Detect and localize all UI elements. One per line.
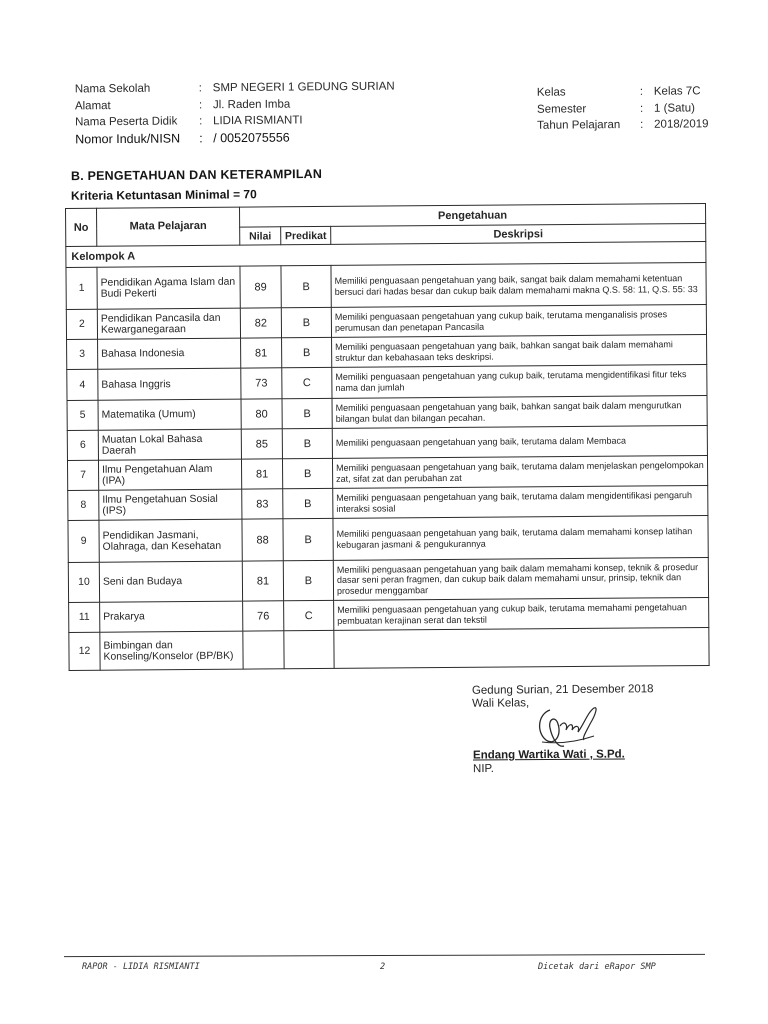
address-label: Alamat — [74, 99, 111, 112]
footer-printed-from: Dicetak dari eRapor SMP — [538, 962, 656, 972]
row-description: Memiliki penguasaan pengetahuan yang baik, bahkan sangat baik dalam mengurutkan bilangan bulat dan bilangan pecahan. — [332, 395, 707, 428]
homeroom-teacher-role: Wali Kelas, — [472, 697, 530, 710]
nisn-row: Nomor Induk/NISN : / 0052075556 — [75, 130, 290, 146]
col-subject-header: Mata Pelajaran — [97, 207, 240, 246]
row-subject: Muatan Lokal Bahasa Daerah — [98, 429, 241, 460]
row-no: 5 — [67, 400, 98, 430]
row-description: Memiliki penguasaan pengetahuan yang cukup baik, terutama mengidentifikasi fitur teks nama dan jumlah — [332, 364, 707, 398]
row-predicate: B — [283, 488, 333, 518]
row-score: 76 — [243, 601, 284, 631]
class-value: Kelas 7C — [653, 85, 701, 98]
semester-label: Semester — [536, 102, 587, 116]
place-date: Gedung Surian, 21 Desember 2018 — [471, 683, 654, 697]
grades-table — [65, 203, 710, 671]
row-no: 4 — [67, 369, 98, 400]
row-subject: Ilmu Pengetahuan Alam (IPA) — [98, 459, 241, 490]
col-score-header: Nilai — [240, 227, 281, 245]
nisn-label: Nomor Induk/NISN — [75, 130, 181, 146]
row-score: 73 — [241, 368, 282, 399]
row-predicate: B — [282, 428, 332, 458]
table-row — [68, 515, 708, 562]
row-predicate: B — [283, 518, 333, 560]
table-row — [69, 627, 709, 670]
row-subject: Matematika (Umum) — [98, 399, 241, 430]
row-subject: Pendidikan Agama Islam dan Budi Pekerti — [97, 266, 240, 309]
row-score: 81 — [242, 561, 283, 601]
table-row — [67, 364, 707, 400]
class-row: Kelas : Kelas 7C — [537, 83, 709, 101]
row-no: 10 — [68, 562, 99, 602]
row-predicate: B — [281, 265, 331, 307]
row-no: 2 — [66, 309, 97, 339]
row-description: Memiliki penguasaan pengetahuan yang baik dalam memahami konsep, teknik & prosedur dasar seni peran fragmen, dan cukup baik dalam memahami unsur, prinsip, teknik dan prosedur menggambar — [333, 557, 708, 600]
row-predicate: B — [281, 307, 331, 337]
row-no: 6 — [67, 430, 98, 460]
row-no: 3 — [67, 339, 98, 369]
col-description-header: Deskripsi — [331, 223, 706, 244]
row-score: 85 — [241, 429, 282, 459]
row-no: 9 — [68, 520, 99, 562]
row-subject: Seni dan Budaya — [99, 561, 242, 602]
row-predicate — [284, 630, 334, 668]
row-subject: Bahasa Indonesia — [98, 338, 241, 369]
row-score: 81 — [241, 459, 282, 489]
row-score: 83 — [242, 489, 283, 519]
address-value: Jl. Raden Imba — [212, 98, 291, 111]
row-no: 7 — [67, 460, 98, 490]
handwritten-signature — [528, 702, 606, 752]
row-description — [334, 627, 709, 668]
row-description: Memiliki penguasaan pengetahuan yang baik, terutama dalam mengidentifikasi pengaruh interaksi sosial — [333, 485, 708, 518]
section-title: B. PENGETAHUAN DAN KETERAMPILAN — [70, 166, 323, 184]
row-description: Memiliki penguasaan pengetahuan yang baik, terutama dalam memahami konsep latihan kebugaran jasmani & pengukurannya — [333, 515, 708, 560]
teacher-nip: NIP. — [472, 762, 494, 776]
row-score — [243, 631, 284, 669]
row-subject: Ilmu Pengetahuan Sosial (IPS) — [99, 489, 242, 520]
academic-year-value: 2018/2019 — [654, 118, 709, 131]
row-score: 82 — [240, 308, 281, 338]
student-info-left — [75, 79, 395, 148]
school-name-value: SMP NEGERI 1 GEDUNG SURIAN — [212, 80, 395, 95]
row-description: Memiliki penguasaan pengetahuan yang baik, bahkan sangat baik dalam memahami struktur dan kebahasaan teks deskripsi. — [332, 334, 707, 367]
school-name-row: Nama Sekolah : SMP NEGERI 1 GEDUNG SURIAN — [75, 79, 395, 98]
row-no: 1 — [66, 267, 97, 309]
row-subject: Bimbingan dan Konseling/Konselor (BP/BK) — [100, 631, 243, 670]
row-description: Memiliki penguasaan pengetahuan yang baik, sangat baik dalam memahami ketentuan bersuci dari hadas besar dan cukup baik dalam memahami makna Q.S. 58: 11, Q.S. 55: 33 — [331, 262, 706, 307]
nisn-value: / 0052075556 — [213, 130, 290, 145]
class-info-right — [537, 83, 709, 134]
col-predicate-header: Predikat — [281, 226, 331, 244]
row-description: Memiliki penguasaan pengetahuan yang cukup baik, terutama memahami pengetahuan pembuatan kerajinan serat dan tekstil — [334, 597, 709, 630]
row-predicate: B — [282, 398, 332, 428]
table-row — [68, 557, 708, 602]
row-subject: Prakarya — [100, 601, 243, 632]
group-a-label: Kelompok A — [66, 241, 706, 267]
row-no: 11 — [69, 602, 100, 632]
col-no-header: No — [66, 208, 97, 246]
footer-report-label: RAPOR - LIDIA RISMIANTI — [82, 962, 200, 972]
footer-divider — [64, 954, 705, 957]
row-subject: Pendidikan Jasmani, Olahraga, dan Kesehatan — [99, 519, 242, 562]
kkm-text: Kriteria Ketuntasan Minimal = 70 — [70, 187, 257, 203]
row-score: 80 — [241, 399, 282, 429]
row-predicate: C — [284, 600, 334, 630]
student-name-value: LIDIA RISMIANTI — [213, 114, 303, 128]
row-predicate: B — [282, 337, 332, 367]
teacher-name: Endang Wartika Wati , S.Pd. — [472, 748, 625, 762]
table-row — [66, 262, 706, 309]
col-knowledge-header: Pengetahuan — [239, 203, 705, 227]
row-score: 81 — [241, 338, 282, 368]
semester-value: 1 (Satu) — [653, 101, 695, 115]
school-name-label: Nama Sekolah — [74, 82, 151, 96]
row-score: 88 — [242, 519, 283, 561]
row-description: Memiliki penguasaan pengetahuan yang baik, terutama dalam Membaca — [332, 425, 707, 458]
class-label: Kelas — [536, 86, 566, 99]
student-name-row: Nama Peserta Didik : LIDIA RISMIANTI — [75, 112, 395, 131]
address-row: Alamat : Jl. Raden Imba — [75, 95, 395, 114]
row-no: 12 — [69, 632, 100, 670]
academic-year-label: Tahun Pelajaran — [537, 119, 621, 132]
academic-year-row: Tahun Pelajaran : 2018/2019 — [537, 116, 709, 134]
row-score: 89 — [240, 266, 281, 308]
footer-page-number: 2 — [380, 962, 386, 972]
row-subject: Bahasa Inggris — [98, 368, 241, 400]
row-predicate: B — [282, 458, 332, 488]
row-description: Memiliki penguasaan pengetahuan yang cukup baik, terutama menganalisis proses perumusan dan penetapan Pancasila — [331, 304, 706, 337]
student-name-label: Nama Peserta Didik — [75, 115, 178, 129]
semester-row: Semester : 1 (Satu) — [537, 100, 709, 118]
row-predicate: B — [283, 560, 333, 600]
row-description: Memiliki penguasaan pengetahuan yang baik, terutama dalam menjelaskan pengelompokan zat, sifat zat dan perubahan zat — [332, 455, 707, 488]
row-predicate: C — [282, 367, 332, 398]
row-subject: Pendidikan Pancasila dan Kewarganegaraan — [97, 308, 240, 339]
row-no: 8 — [68, 490, 99, 520]
